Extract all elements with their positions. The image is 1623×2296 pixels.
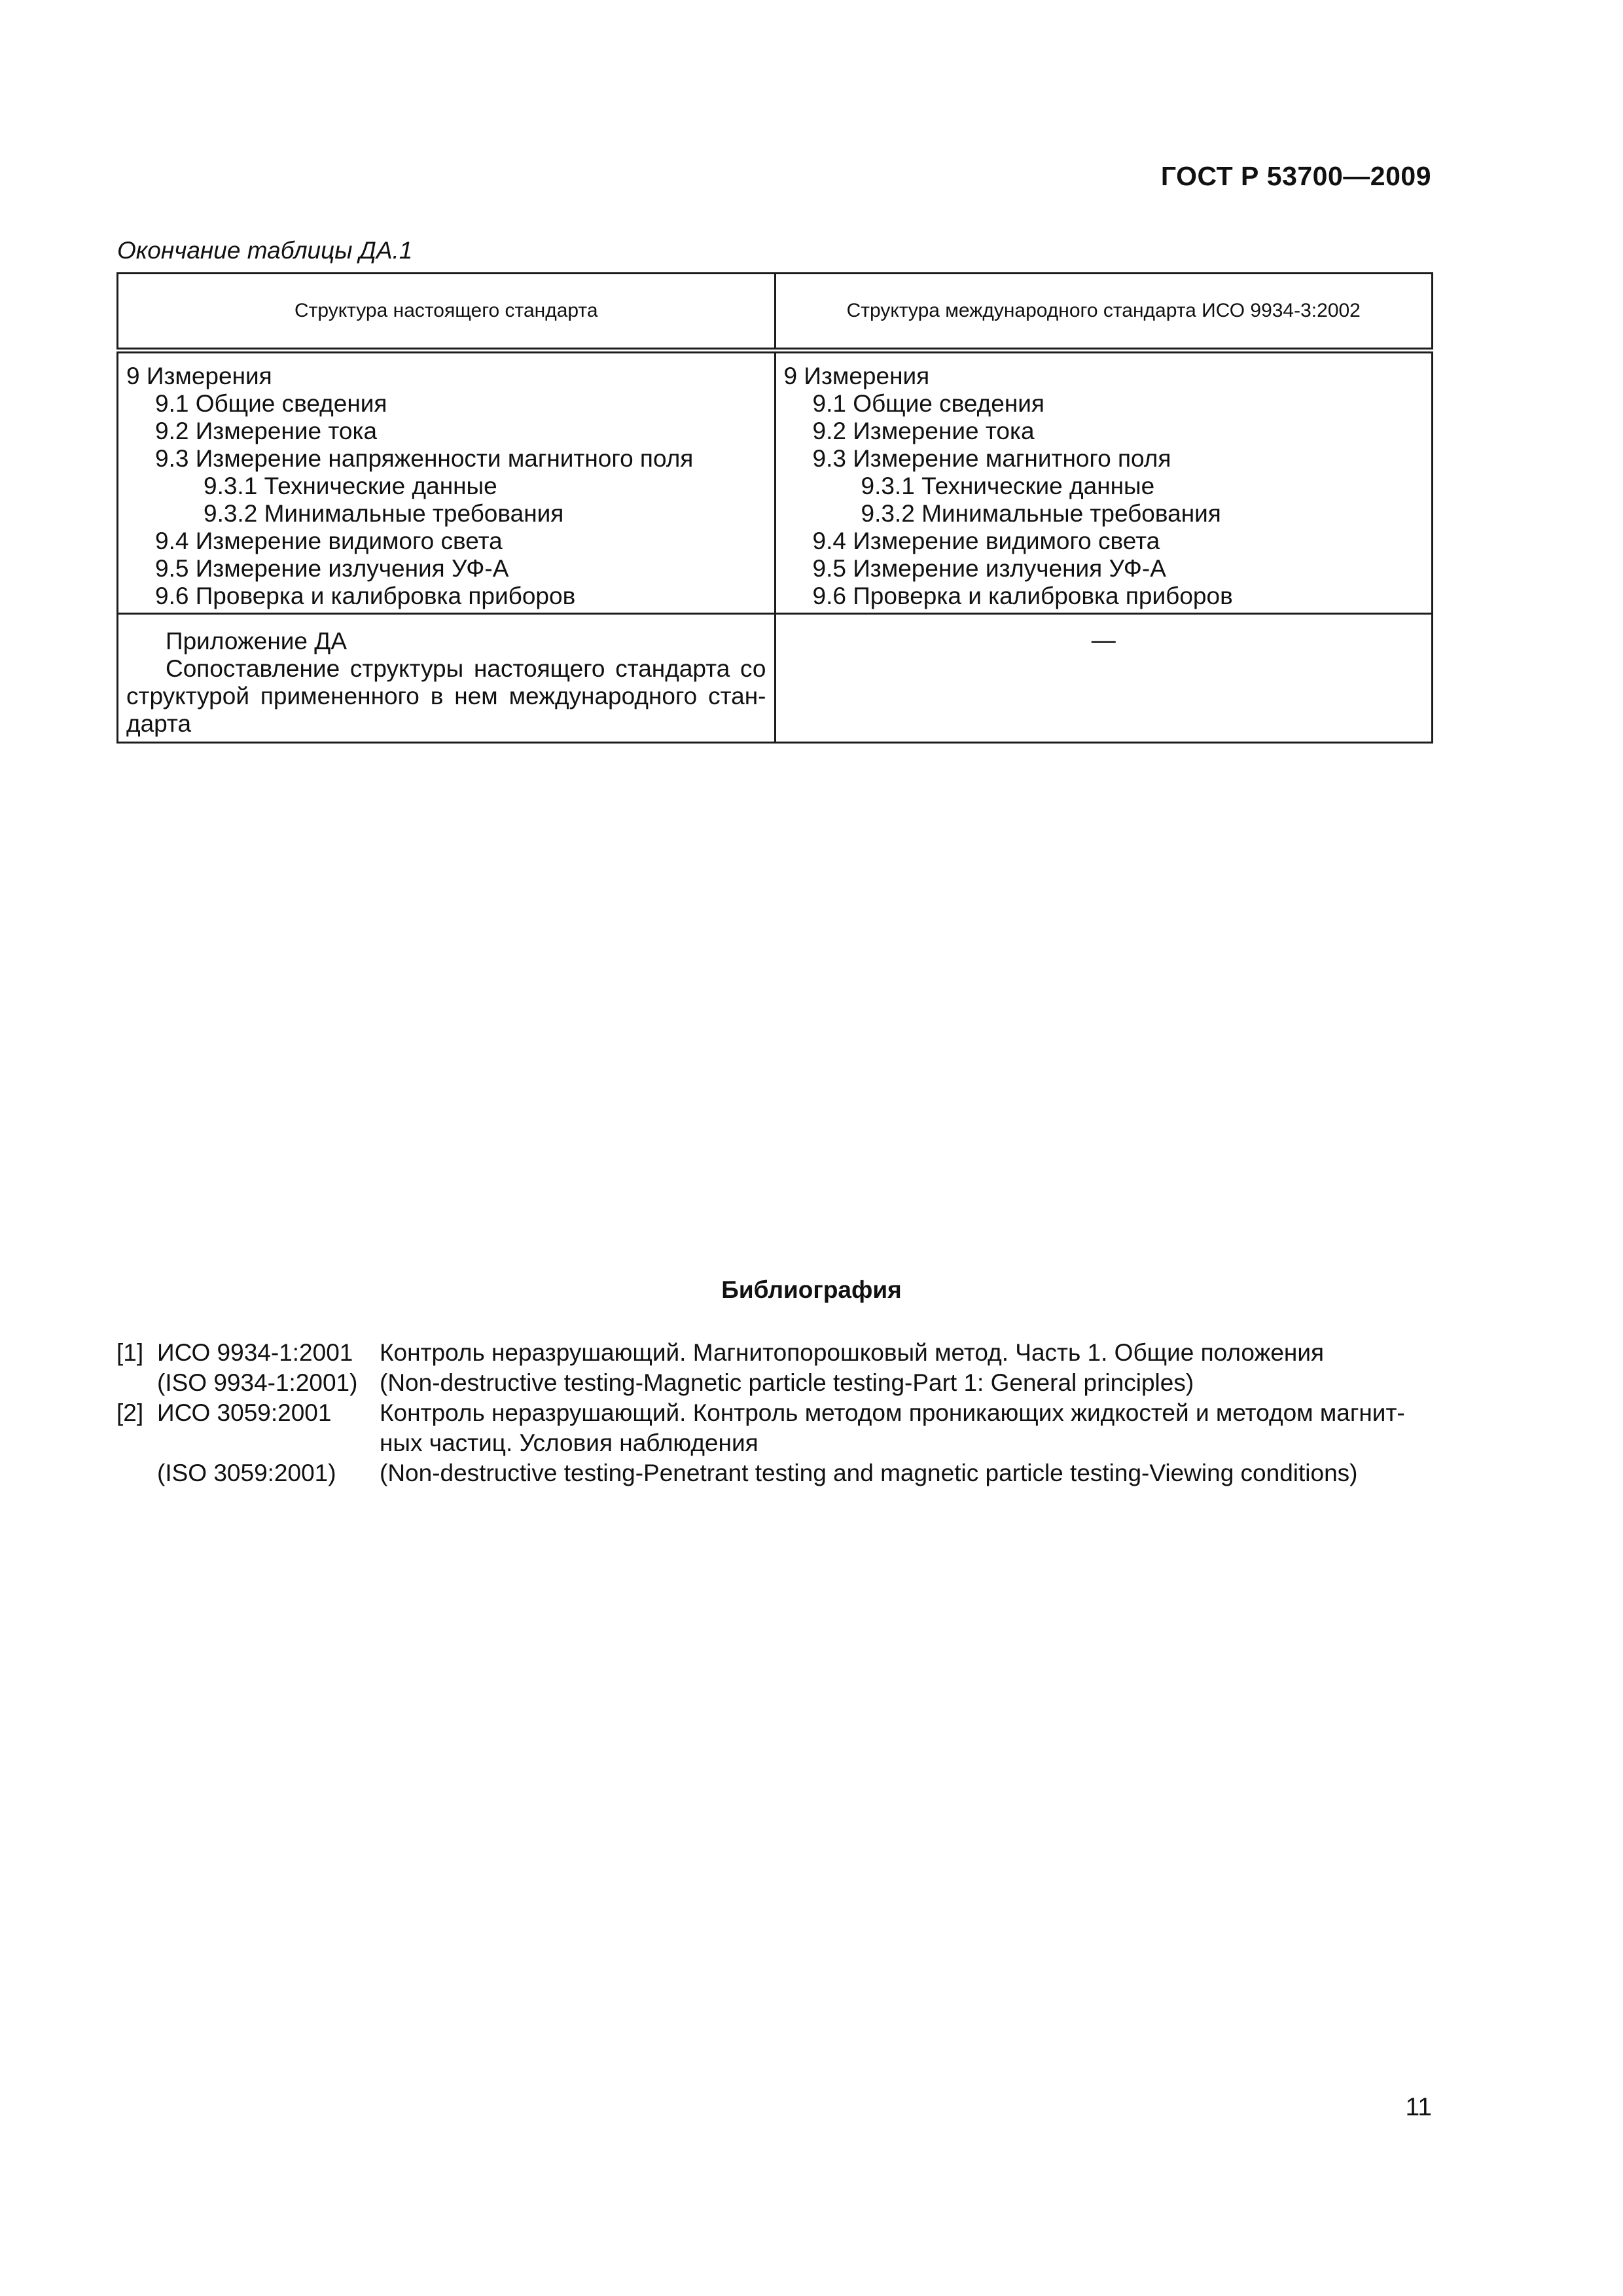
right-entry: 9.3 Измерение магнитного поля	[812, 445, 1171, 472]
bibliography-text: (Non-destructive testing-Penetrant testing and magnetic particle testing-Viewing conditions)	[380, 1460, 1358, 1486]
bibliography-code: ИСО 3059:2001	[157, 1399, 332, 1426]
bibliography-entry	[116, 1368, 1433, 1398]
column-header-this-standard: Структура настоящего стандарта	[118, 274, 776, 351]
bibliography-text: (Non-destructive testing-Magnetic particle testing-Part 1: General principles)	[380, 1369, 1194, 1396]
bibliography-number: [2]	[116, 1399, 144, 1426]
left-section-9-cell	[118, 351, 776, 614]
left-entry: 9.3 Измерение напряженности магнитного поля	[155, 445, 694, 472]
annex-title: Приложение ДА	[166, 628, 348, 655]
left-entry: 9 Измерения	[126, 363, 272, 389]
bibliography-title: Библиография	[721, 1276, 902, 1303]
structure-comparison-table	[116, 272, 1433, 744]
left-entry: 9.1 Общие сведения	[155, 390, 387, 417]
right-entry: 9.1 Общие сведения	[812, 390, 1044, 417]
bibliography-code: ИСО 9934-1:2001	[157, 1339, 353, 1366]
left-entry: 9.6 Проверка и калибровка приборов	[155, 583, 576, 609]
left-entry: 9.3.1 Технические данные	[204, 473, 497, 499]
right-section-9-cell	[775, 351, 1433, 614]
bibliography-code: (ISO 3059:2001)	[157, 1460, 336, 1486]
bibliography-entry	[116, 1458, 1433, 1488]
right-entry: 9 Измерения	[783, 363, 930, 389]
standard-code-header: ГОСТ Р 53700—2009	[1160, 161, 1431, 191]
column-header-international-standard: Структура международного стандарта ИСО 9934-3:2002	[775, 274, 1433, 351]
page-number: 11	[1405, 2093, 1432, 2121]
right-entry: 9.3.2 Минимальные требования	[861, 500, 1221, 527]
annex-right-cell: —	[775, 614, 1433, 743]
annex-cell	[118, 614, 776, 743]
left-entry: 9.5 Измерение излучения УФ-А	[155, 555, 509, 582]
bibliography-list	[116, 1338, 1433, 1488]
bibliography-text: Контроль неразрушающий. Контроль методом проникающих жидкостей и методом магнит-ных частиц. Условия наблюдения	[380, 1399, 1405, 1456]
right-entry: 9.4 Измерение видимого света	[812, 528, 1160, 554]
bibliography-entry	[116, 1398, 1433, 1458]
left-entry: 9.4 Измерение видимого света	[155, 528, 503, 554]
left-entry: 9.3.2 Минимальные требования	[204, 500, 564, 527]
bibliography-entry	[116, 1338, 1433, 1368]
right-entry: 9.2 Измерение тока	[812, 418, 1035, 444]
bibliography-text: Контроль неразрушающий. Магнитопорошковый метод. Часть 1. Общие положения	[380, 1339, 1325, 1366]
right-entry: 9.3.1 Технические данные	[861, 473, 1155, 499]
annex-description: Сопоставление структуры настоящего стандарта со структурой примененного в нем международного стан-дарта	[126, 655, 766, 737]
right-entry: 9.5 Измерение излучения УФ-А	[812, 555, 1166, 582]
table-caption: Окончание таблицы ДА.1	[117, 237, 413, 264]
bibliography-code: (ISO 9934-1:2001)	[157, 1369, 358, 1396]
right-entry: 9.6 Проверка и калибровка приборов	[812, 583, 1233, 609]
bibliography-number: [1]	[116, 1339, 144, 1366]
left-entry: 9.2 Измерение тока	[155, 418, 378, 444]
